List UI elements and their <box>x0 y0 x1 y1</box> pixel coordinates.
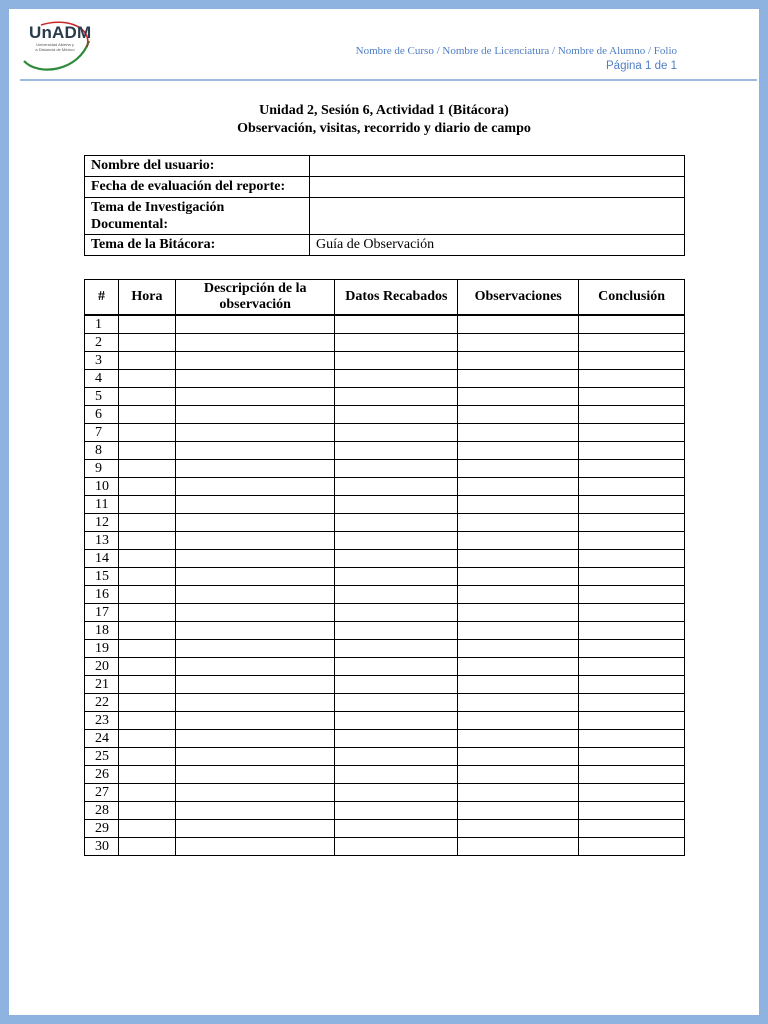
row-number: 10 <box>85 478 119 496</box>
log-cell[interactable] <box>118 532 175 550</box>
log-cell[interactable] <box>335 658 458 676</box>
log-cell[interactable] <box>335 406 458 424</box>
log-cell[interactable] <box>335 676 458 694</box>
log-row <box>85 388 685 406</box>
log-cell[interactable] <box>175 658 335 676</box>
log-cell[interactable] <box>579 478 685 496</box>
row-number: 6 <box>85 406 119 424</box>
log-cell[interactable] <box>579 658 685 676</box>
log-cell[interactable] <box>175 730 335 748</box>
log-cell[interactable] <box>175 532 335 550</box>
log-cell[interactable] <box>458 514 579 532</box>
log-cell[interactable] <box>335 748 458 766</box>
log-header-cell: Datos Recabados <box>335 280 458 316</box>
log-cell[interactable] <box>579 838 685 856</box>
log-cell[interactable] <box>335 370 458 388</box>
log-row <box>85 334 685 352</box>
course-info: Nombre de Curso / Nombre de Licenciatura / Nombre de Alumno / Folio <box>355 45 677 57</box>
log-cell[interactable] <box>118 694 175 712</box>
log-cell[interactable] <box>175 424 335 442</box>
log-cell[interactable] <box>458 748 579 766</box>
log-cell[interactable] <box>175 676 335 694</box>
log-cell[interactable] <box>458 442 579 460</box>
info-label: Tema de la Bitácora: <box>85 235 310 256</box>
log-cell[interactable] <box>579 766 685 784</box>
log-cell[interactable] <box>335 622 458 640</box>
log-cell[interactable] <box>579 568 685 586</box>
info-label: Tema de Investigación Documental: <box>85 198 310 235</box>
row-number: 11 <box>85 496 119 514</box>
log-row <box>85 550 685 568</box>
log-cell[interactable] <box>335 334 458 352</box>
log-cell[interactable] <box>335 550 458 568</box>
row-number: 25 <box>85 748 119 766</box>
log-cell[interactable] <box>175 460 335 478</box>
log-cell[interactable] <box>175 604 335 622</box>
log-cell[interactable] <box>175 586 335 604</box>
log-cell[interactable] <box>175 370 335 388</box>
log-row <box>85 406 685 424</box>
log-row <box>85 748 685 766</box>
row-number: 15 <box>85 568 119 586</box>
log-cell[interactable] <box>458 478 579 496</box>
info-value[interactable] <box>310 198 685 235</box>
log-cell[interactable] <box>118 352 175 370</box>
log-cell[interactable] <box>175 694 335 712</box>
row-number: 26 <box>85 766 119 784</box>
log-cell[interactable] <box>579 802 685 820</box>
row-number: 22 <box>85 694 119 712</box>
log-table <box>84 279 685 856</box>
log-cell[interactable] <box>118 820 175 838</box>
log-cell[interactable] <box>175 388 335 406</box>
log-cell[interactable] <box>579 406 685 424</box>
log-row <box>85 496 685 514</box>
log-row <box>85 622 685 640</box>
log-row <box>85 514 685 532</box>
log-cell[interactable] <box>579 352 685 370</box>
row-number: 29 <box>85 820 119 838</box>
row-number: 1 <box>85 315 119 334</box>
log-row <box>85 460 685 478</box>
log-cell[interactable] <box>118 388 175 406</box>
row-number: 4 <box>85 370 119 388</box>
log-row <box>85 604 685 622</box>
log-cell[interactable] <box>458 568 579 586</box>
info-label: Nombre del usuario: <box>85 156 310 177</box>
log-cell[interactable] <box>335 424 458 442</box>
log-cell[interactable] <box>579 442 685 460</box>
info-table <box>84 155 685 256</box>
log-cell[interactable] <box>335 315 458 334</box>
log-cell[interactable] <box>118 496 175 514</box>
log-row <box>85 586 685 604</box>
log-cell[interactable] <box>118 370 175 388</box>
log-cell[interactable] <box>458 460 579 478</box>
row-number: 16 <box>85 586 119 604</box>
unadm-logo <box>21 19 91 71</box>
title-line-1: Unidad 2, Sesión 6, Actividad 1 (Bitácora) <box>259 103 509 118</box>
logo-text: UnADM <box>29 23 92 42</box>
header-divider <box>20 79 757 81</box>
log-cell[interactable] <box>458 370 579 388</box>
row-number: 14 <box>85 550 119 568</box>
log-cell[interactable] <box>335 712 458 730</box>
log-cell[interactable] <box>175 766 335 784</box>
log-cell[interactable] <box>335 478 458 496</box>
log-cell[interactable] <box>335 766 458 784</box>
row-number: 23 <box>85 712 119 730</box>
log-header-cell: # <box>85 280 119 316</box>
log-cell[interactable] <box>579 604 685 622</box>
log-cell[interactable] <box>175 622 335 640</box>
log-header-cell: Conclusión <box>579 280 685 316</box>
log-header-cell: Descripción de la observación <box>175 280 335 316</box>
log-cell[interactable] <box>118 334 175 352</box>
log-cell[interactable] <box>335 838 458 856</box>
log-cell[interactable] <box>335 640 458 658</box>
log-cell[interactable] <box>175 838 335 856</box>
log-cell[interactable] <box>579 532 685 550</box>
log-cell[interactable] <box>579 586 685 604</box>
logo-subtext: Universidad Abierta y a Distancia de México <box>35 42 75 52</box>
log-cell[interactable] <box>458 820 579 838</box>
log-cell[interactable] <box>175 748 335 766</box>
log-cell[interactable] <box>579 496 685 514</box>
log-cell[interactable] <box>335 820 458 838</box>
log-cell[interactable] <box>579 640 685 658</box>
row-number: 21 <box>85 676 119 694</box>
row-number: 9 <box>85 460 119 478</box>
log-cell[interactable] <box>118 622 175 640</box>
log-row <box>85 442 685 460</box>
log-row <box>85 784 685 802</box>
log-cell[interactable] <box>175 352 335 370</box>
log-cell[interactable] <box>458 388 579 406</box>
log-cell[interactable] <box>175 334 335 352</box>
log-cell[interactable] <box>458 424 579 442</box>
row-number: 18 <box>85 622 119 640</box>
log-cell[interactable] <box>118 838 175 856</box>
log-row <box>85 640 685 658</box>
log-row <box>85 694 685 712</box>
info-row <box>85 235 685 256</box>
log-cell[interactable] <box>579 550 685 568</box>
log-cell[interactable] <box>335 802 458 820</box>
info-label: Fecha de evaluación del reporte: <box>85 177 310 198</box>
log-cell[interactable] <box>458 315 579 334</box>
log-cell[interactable] <box>579 514 685 532</box>
log-cell[interactable] <box>458 694 579 712</box>
log-cell[interactable] <box>118 568 175 586</box>
row-number: 17 <box>85 604 119 622</box>
log-cell[interactable] <box>118 604 175 622</box>
log-header-row <box>85 280 685 316</box>
log-cell[interactable] <box>458 406 579 424</box>
log-cell[interactable] <box>118 748 175 766</box>
log-cell[interactable] <box>458 532 579 550</box>
log-cell[interactable] <box>458 640 579 658</box>
log-cell[interactable] <box>175 478 335 496</box>
log-row <box>85 820 685 838</box>
info-value[interactable] <box>310 156 685 177</box>
log-cell[interactable] <box>175 784 335 802</box>
log-row <box>85 676 685 694</box>
log-cell[interactable] <box>579 334 685 352</box>
log-row <box>85 352 685 370</box>
log-cell[interactable] <box>118 640 175 658</box>
log-header-cell: Observaciones <box>458 280 579 316</box>
info-row <box>85 177 685 198</box>
log-cell[interactable] <box>335 460 458 478</box>
row-number: 3 <box>85 352 119 370</box>
log-cell[interactable] <box>335 694 458 712</box>
document-page <box>9 9 759 1015</box>
log-cell[interactable] <box>579 730 685 748</box>
log-cell[interactable] <box>335 352 458 370</box>
log-cell[interactable] <box>118 766 175 784</box>
row-number: 27 <box>85 784 119 802</box>
log-cell[interactable] <box>118 424 175 442</box>
info-row <box>85 156 685 177</box>
log-cell[interactable] <box>458 658 579 676</box>
log-cell[interactable] <box>335 496 458 514</box>
log-row <box>85 730 685 748</box>
log-cell[interactable] <box>175 496 335 514</box>
log-row <box>85 802 685 820</box>
log-cell[interactable] <box>118 676 175 694</box>
log-cell[interactable] <box>175 514 335 532</box>
log-cell[interactable] <box>458 622 579 640</box>
log-cell[interactable] <box>335 586 458 604</box>
log-cell[interactable] <box>118 586 175 604</box>
log-row <box>85 568 685 586</box>
log-cell[interactable] <box>175 550 335 568</box>
log-row <box>85 532 685 550</box>
log-cell[interactable] <box>579 820 685 838</box>
log-cell[interactable] <box>118 406 175 424</box>
log-cell[interactable] <box>579 370 685 388</box>
row-number: 24 <box>85 730 119 748</box>
log-row <box>85 712 685 730</box>
log-cell[interactable] <box>579 622 685 640</box>
info-value[interactable]: Guía de Observación <box>310 235 685 256</box>
log-row <box>85 370 685 388</box>
row-number: 5 <box>85 388 119 406</box>
log-cell[interactable] <box>458 496 579 514</box>
log-cell[interactable] <box>118 514 175 532</box>
log-row <box>85 315 685 334</box>
log-cell[interactable] <box>335 388 458 406</box>
log-cell[interactable] <box>458 802 579 820</box>
log-cell[interactable] <box>579 460 685 478</box>
log-cell[interactable] <box>118 658 175 676</box>
row-number: 30 <box>85 838 119 856</box>
log-cell[interactable] <box>458 730 579 748</box>
log-cell[interactable] <box>458 586 579 604</box>
log-cell[interactable] <box>579 694 685 712</box>
log-cell[interactable] <box>118 478 175 496</box>
log-cell[interactable] <box>118 550 175 568</box>
log-cell[interactable] <box>579 784 685 802</box>
log-row <box>85 478 685 496</box>
log-cell[interactable] <box>458 784 579 802</box>
log-cell[interactable] <box>335 442 458 460</box>
log-cell[interactable] <box>579 424 685 442</box>
title-line-2: Observación, visitas, recorrido y diario de campo <box>237 121 531 136</box>
row-number: 12 <box>85 514 119 532</box>
log-cell[interactable] <box>458 676 579 694</box>
log-cell[interactable] <box>458 604 579 622</box>
log-cell[interactable] <box>335 514 458 532</box>
row-number: 7 <box>85 424 119 442</box>
log-cell[interactable] <box>335 532 458 550</box>
log-cell[interactable] <box>118 712 175 730</box>
log-cell[interactable] <box>175 442 335 460</box>
log-cell[interactable] <box>335 568 458 586</box>
row-number: 28 <box>85 802 119 820</box>
log-cell[interactable] <box>458 334 579 352</box>
log-cell[interactable] <box>458 550 579 568</box>
log-row <box>85 766 685 784</box>
log-cell[interactable] <box>175 640 335 658</box>
log-cell[interactable] <box>579 712 685 730</box>
log-cell[interactable] <box>175 820 335 838</box>
row-number: 19 <box>85 640 119 658</box>
log-cell[interactable] <box>579 388 685 406</box>
log-cell[interactable] <box>118 730 175 748</box>
row-number: 8 <box>85 442 119 460</box>
log-cell[interactable] <box>175 802 335 820</box>
row-number: 13 <box>85 532 119 550</box>
log-cell[interactable] <box>335 784 458 802</box>
log-cell[interactable] <box>579 315 685 334</box>
log-row <box>85 424 685 442</box>
row-number: 2 <box>85 334 119 352</box>
log-cell[interactable] <box>458 352 579 370</box>
info-row <box>85 198 685 235</box>
log-cell[interactable] <box>118 802 175 820</box>
log-cell[interactable] <box>175 315 335 334</box>
log-cell[interactable] <box>118 442 175 460</box>
log-cell[interactable] <box>335 604 458 622</box>
log-cell[interactable] <box>118 315 175 334</box>
log-cell[interactable] <box>118 460 175 478</box>
log-cell[interactable] <box>579 676 685 694</box>
log-cell[interactable] <box>335 730 458 748</box>
log-row <box>85 658 685 676</box>
log-cell[interactable] <box>458 766 579 784</box>
log-row <box>85 838 685 856</box>
log-cell[interactable] <box>175 568 335 586</box>
log-cell[interactable] <box>175 712 335 730</box>
page-number: Página 1 de 1 <box>606 60 677 72</box>
log-cell[interactable] <box>458 712 579 730</box>
log-cell[interactable] <box>118 784 175 802</box>
log-header-cell: Hora <box>118 280 175 316</box>
log-cell[interactable] <box>175 406 335 424</box>
info-value[interactable] <box>310 177 685 198</box>
log-cell[interactable] <box>579 748 685 766</box>
row-number: 20 <box>85 658 119 676</box>
log-cell[interactable] <box>458 838 579 856</box>
document-title <box>9 102 759 138</box>
